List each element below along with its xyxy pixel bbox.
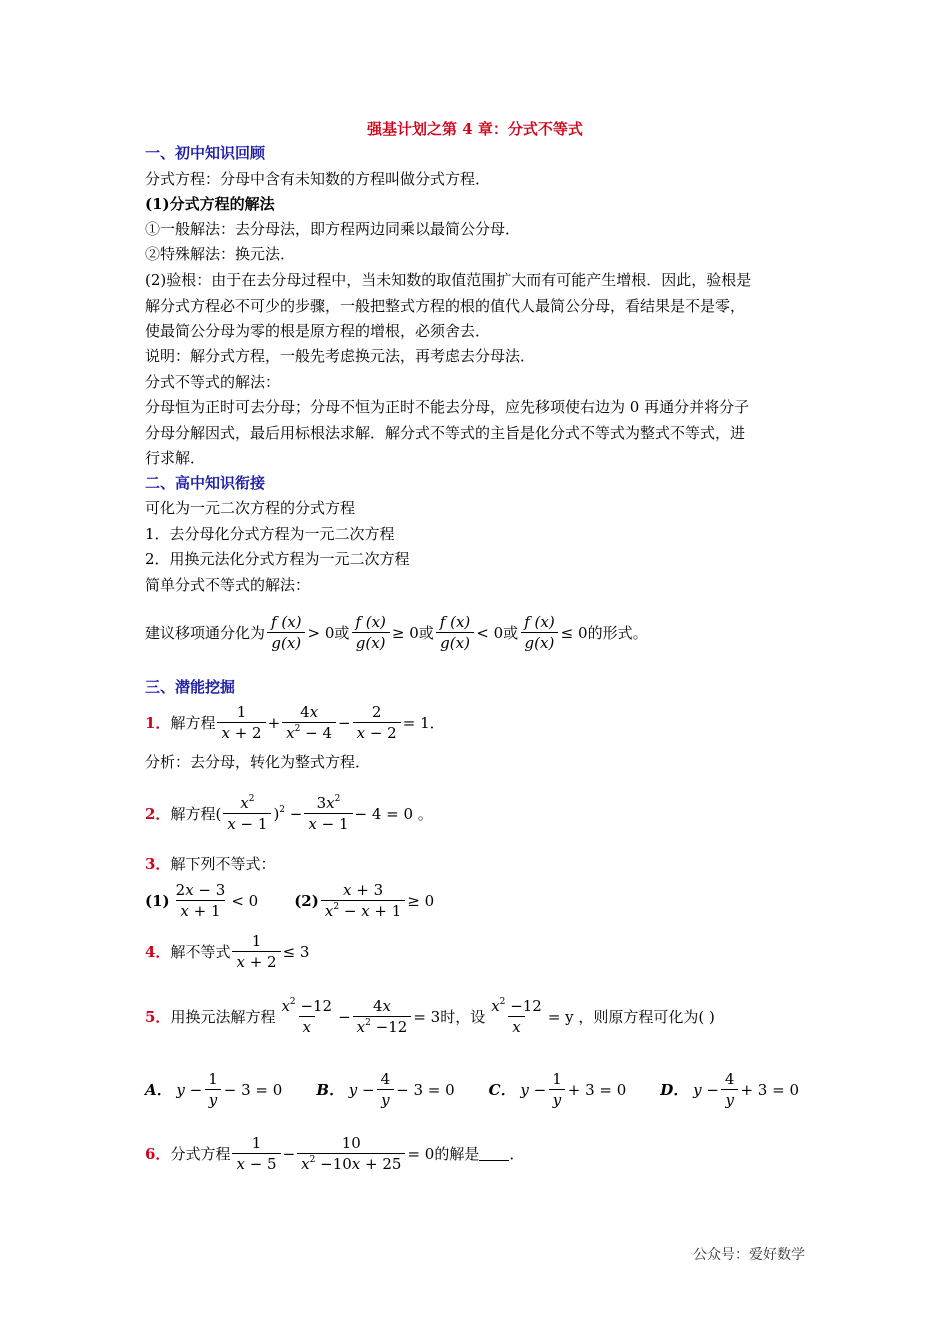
option-d[interactable] <box>660 1069 799 1110</box>
text: 解不等式 <box>170 943 231 961</box>
denominator: g(x) <box>352 632 390 653</box>
numerator: 2x − 3 <box>175 881 226 899</box>
problem-number: 5． <box>145 1008 171 1026</box>
problem-3-heading <box>145 854 275 874</box>
relation: > 0 <box>307 623 335 642</box>
numerator: 4x <box>300 703 319 721</box>
problem-5-options <box>145 1069 833 1110</box>
numerator: f (x) <box>439 613 471 631</box>
fraction <box>520 612 558 653</box>
fraction <box>548 1069 566 1110</box>
numerator: f (x) <box>524 613 555 631</box>
denominator: x − 1 <box>304 813 352 834</box>
numerator: f (x) <box>355 613 386 631</box>
numerator: $x^2$ <box>240 794 255 812</box>
problem-number: 3． <box>145 855 171 873</box>
fraction <box>204 1069 222 1110</box>
text: 用换元法解方程 <box>170 1008 276 1026</box>
text: = 1． <box>402 714 445 732</box>
denominator: g(x) <box>436 632 474 653</box>
operator: + <box>267 713 281 732</box>
text-line: 说明：解分式方程，一般先考虑换元法，再考虑去分母法． <box>145 347 536 365</box>
fraction <box>721 1069 739 1110</box>
fraction <box>304 793 352 834</box>
numerator: 1 <box>236 703 247 721</box>
fraction <box>172 880 230 921</box>
option-label: D． <box>660 1081 689 1099</box>
option-label: A． <box>145 1081 172 1099</box>
denominator: $x^2 -10x + 25$ <box>297 1153 405 1174</box>
text: < 0 <box>231 891 259 910</box>
text: = y ，则原方程可化为( ) <box>547 1008 715 1026</box>
text: 或 <box>418 624 434 642</box>
denominator: $x^2 - 4$ <box>282 722 336 743</box>
text: 或 <box>503 624 519 642</box>
fraction <box>217 702 265 743</box>
denominator: x + 1 <box>176 900 224 921</box>
fraction <box>223 793 271 834</box>
numerator: x + 3 <box>343 881 384 899</box>
text-line: 1．去分母化分式方程为一元二次方程 <box>145 525 395 543</box>
paren: ( <box>215 804 222 823</box>
fraction <box>297 1133 405 1174</box>
text: 建议移项通分化为 <box>145 624 266 642</box>
text: ≤ 3 <box>282 942 310 961</box>
fraction <box>232 1133 280 1174</box>
option-expr: y − <box>171 1080 203 1099</box>
numerator: $x^2 -12$ <box>281 997 333 1015</box>
problem-4 <box>145 931 309 972</box>
denominator: y <box>377 1089 393 1110</box>
problem-5 <box>145 996 715 1037</box>
numerator: $3x^2$ <box>316 794 341 812</box>
operator: − <box>282 1144 296 1163</box>
numerator: $x^2 -12$ <box>491 997 542 1015</box>
text: ≥ 0 <box>407 891 435 910</box>
fraction <box>321 880 405 921</box>
fraction <box>487 996 546 1037</box>
numerator: 4 <box>724 1070 735 1088</box>
fraction <box>377 1069 395 1110</box>
fraction <box>351 612 389 653</box>
denominator: y <box>205 1089 221 1110</box>
numerator: f (x) <box>271 613 302 631</box>
problem-1 <box>145 702 445 743</box>
option-expr: y − <box>344 1080 375 1099</box>
text: 解方程 <box>170 805 216 823</box>
denominator: y <box>721 1089 737 1110</box>
section-heading-problems: 三、潜能挖掘 <box>145 678 236 696</box>
option-c[interactable] <box>489 1069 627 1110</box>
denominator: x − 2 <box>353 722 401 743</box>
footer-watermark: 公众号：爱好数学 <box>693 1247 805 1263</box>
fraction <box>267 612 305 653</box>
problem-number: 4． <box>145 943 171 961</box>
text-line: ①一般解法：去分母法，即方程两边同乘以最简公分母． <box>145 220 521 238</box>
option-expr: − 3 = 0 <box>396 1080 455 1099</box>
option-label: B． <box>316 1081 344 1099</box>
option-b[interactable] <box>316 1069 454 1110</box>
relation: < 0 <box>476 623 504 642</box>
text: 解下列不等式： <box>170 855 276 873</box>
option-label: C． <box>488 1081 516 1099</box>
fraction <box>436 612 474 653</box>
problem-6 <box>145 1133 524 1174</box>
fraction <box>232 931 280 972</box>
text-line: 使最简公分母为零的根是原方程的增根，必须舍去． <box>145 322 491 340</box>
numerator: 1 <box>208 1070 218 1088</box>
numerator: 1 <box>251 1134 262 1152</box>
option-expr: + 3 = 0 <box>740 1080 799 1099</box>
denominator: x <box>299 1016 315 1037</box>
text-line: 分式方程：分母中含有未知数的方程叫做分式方程． <box>145 170 491 188</box>
numerator: 4x <box>372 997 391 1015</box>
text: 的形式。 <box>587 624 648 642</box>
text-line: 分式不等式的解法： <box>145 373 281 391</box>
denominator: g(x) <box>521 632 559 653</box>
numerator: 2 <box>371 703 382 721</box>
denominator: x − 5 <box>232 1153 280 1174</box>
denominator: x <box>508 1016 524 1037</box>
section-heading-bridge: 二、高中知识衔接 <box>145 474 266 492</box>
fraction <box>282 702 336 743</box>
text-line: ②特殊解法：换元法． <box>145 245 296 263</box>
option-expr: − 3 = 0 <box>223 1080 283 1099</box>
option-expr: y − <box>515 1080 547 1099</box>
text-line: 可化为一元二次方程的分式方程 <box>145 499 356 517</box>
text-line: 行求解． <box>145 449 206 467</box>
fraction <box>353 702 401 743</box>
text: ． <box>509 1145 525 1163</box>
text-line: 分母恒为正时可去分母；分母不恒为正时不能去分母，应先移项使右边为 0 再通分并将分子 <box>145 398 750 416</box>
denominator: y <box>549 1089 565 1110</box>
text-line: (2)验根：由于在去分母过程中，当未知数的取值范围扩大而有可能产生增根．因此，验根是 <box>145 271 752 289</box>
denominator: $x^2 -12$ <box>353 1016 412 1037</box>
relation: ≥ 0 <box>391 623 419 642</box>
answer-blank[interactable] <box>479 1146 509 1161</box>
operator: − <box>338 1007 351 1026</box>
denominator: x + 2 <box>232 951 280 972</box>
text-line: 分析：去分母，转化为整式方程． <box>145 753 371 771</box>
numerator: 1 <box>552 1070 562 1088</box>
problem-2 <box>145 793 433 834</box>
denominator: x + 2 <box>217 722 265 743</box>
text: 分式方程 <box>170 1145 231 1163</box>
denominator: x − 1 <box>223 813 271 834</box>
option-expr: y − <box>688 1080 719 1099</box>
text: − 4 = 0 。 <box>354 805 433 823</box>
option-a[interactable] <box>145 1069 282 1110</box>
text-line: 简单分式不等式的解法： <box>145 576 311 594</box>
text: 或 <box>334 624 350 642</box>
fraction <box>277 996 336 1037</box>
operator: − <box>338 713 351 732</box>
paren: )$^2$ <box>273 804 286 823</box>
fraction-inequality-forms <box>145 612 648 653</box>
problem-number: 6． <box>145 1145 171 1163</box>
numerator: 1 <box>251 932 262 950</box>
section-heading-review: 一、初中知识回顾 <box>145 144 266 162</box>
option-expr: + 3 = 0 <box>567 1080 627 1099</box>
fraction <box>353 996 412 1037</box>
numerator: 10 <box>341 1134 361 1152</box>
text: = 3时，设 <box>413 1008 486 1026</box>
denominator: g(x) <box>267 632 305 653</box>
denominator: $x^2 - x + 1$ <box>321 900 405 921</box>
text-line: (1)分式方程的解法 <box>145 195 275 213</box>
page-title: 强基计划之第 4 章：分式不等式 <box>367 120 583 138</box>
problem-number: 1． <box>145 714 171 732</box>
text: 解方程 <box>170 714 216 732</box>
operator: − <box>285 804 303 823</box>
text: = 0的解是 <box>407 1145 480 1163</box>
relation: ≤ 0 <box>560 623 588 642</box>
problem-number: 2． <box>145 805 171 823</box>
part-label: (1) <box>145 891 170 910</box>
numerator: 4 <box>380 1070 391 1088</box>
text-line: 解分式方程必不可少的步骤，一般把整式方程的根的值代人最简公分母，看结果是不是零， <box>145 297 746 315</box>
part-label: (2) <box>294 891 319 910</box>
text-line: 分母分解因式，最后用标根法求解．解分式不等式的主旨是化分式不等式为整式不等式，进 <box>145 424 746 442</box>
text-line: 2．用换元法化分式方程为一元二次方程 <box>145 550 410 568</box>
problem-3-parts <box>145 880 434 921</box>
